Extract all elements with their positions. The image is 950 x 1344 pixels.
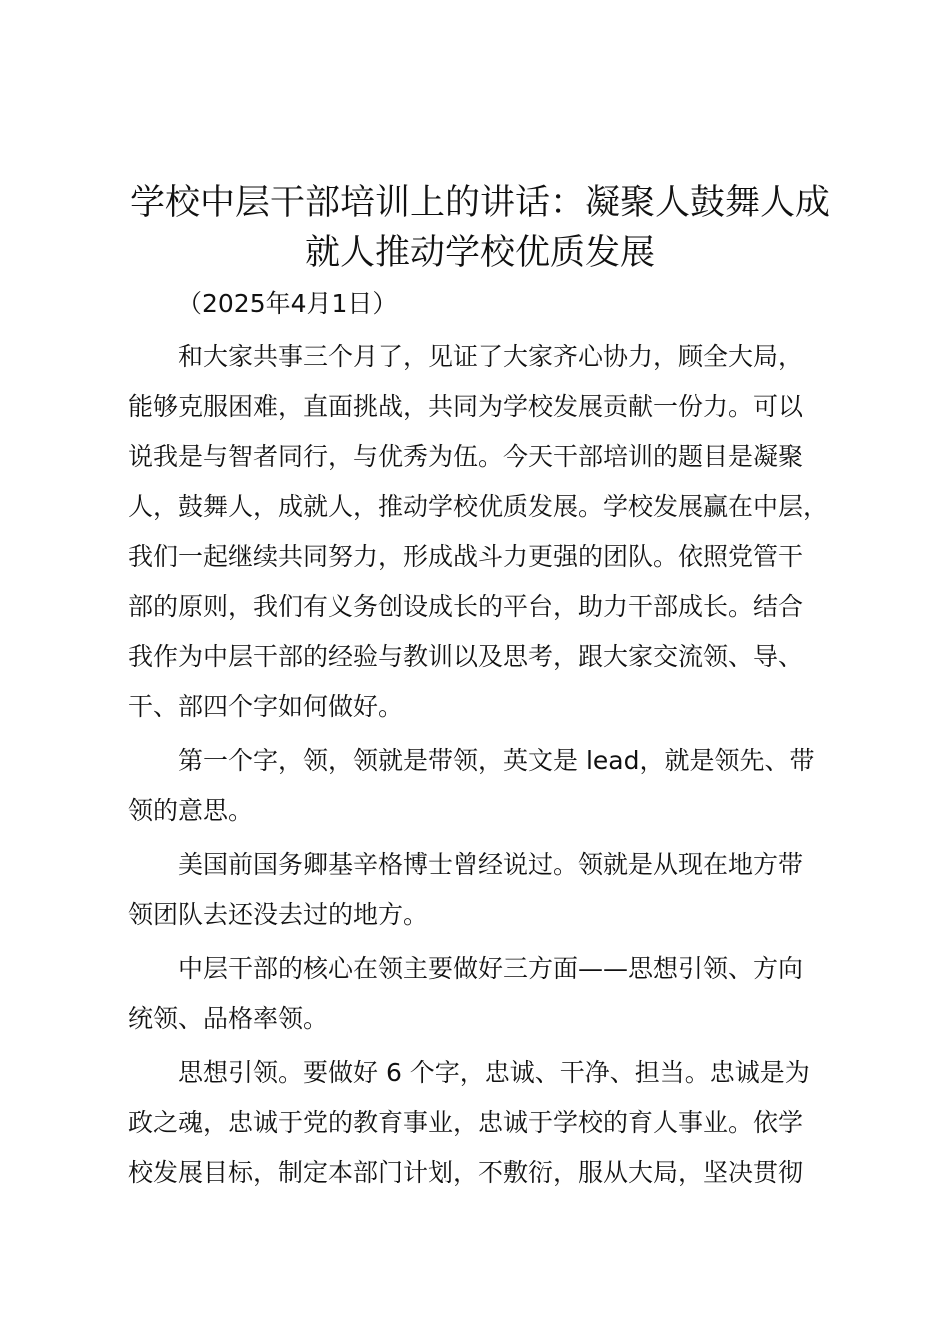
text-line: 中层干部的核心在领主要做好三方面——思想引领、方向 [178,954,804,983]
title-line: 学校中层干部培训上的讲话：凝聚人鼓舞人成 [129,183,830,223]
paragraph [128,736,868,836]
text-line: 政之魂，忠诚于党的教育事业，忠诚于学校的育人事业。依学 [128,1108,804,1137]
text-line: 干、部四个字如何做好。 [128,692,404,721]
paragraph [128,944,868,1044]
text-line: 领的意思。 [128,796,254,825]
document-title [110,178,850,278]
text-line: 思想引领。要做好 6 个字，忠诚、干净、担当。忠诚是为 [178,1058,810,1087]
text-line: 美国前国务卿基辛格博士曾经说过。领就是从现在地方带 [178,850,804,879]
text-line: 能够克服困难，直面挑战，共同为学校发展贡献一份力。可以 [128,392,804,421]
text-line: 校发展目标，制定本部门计划，不敷衍，服从大局，坚决贯彻 [128,1158,804,1187]
title-line: 就人推动学校优质发展 [304,233,655,273]
text-line: 第一个字，领，领就是带领，英文是 lead，就是领先、带 [178,746,815,775]
text-line: 领团队去还没去过的地方。 [128,900,429,929]
paragraph [128,332,868,732]
text-line: 说我是与智者同行，与优秀为伍。今天干部培训的题目是凝聚 [128,442,804,471]
text-line: 我作为中层干部的经验与教训以及思考，跟大家交流领、导、 [128,642,804,671]
text-line: 人，鼓舞人，成就人，推动学校优质发展。学校发展赢在中层， [128,492,829,521]
paragraph [128,1048,868,1198]
text-line: 我们一起继续共同努力，形成战斗力更强的团队。依照党管干 [128,542,804,571]
text-line: 统领、品格率领。 [128,1004,329,1033]
document-body [128,332,868,1202]
paragraph [128,840,868,940]
text-line: 部的原则，我们有义务创设成长的平台，助力干部成长。结合 [128,592,804,621]
text-line: 和大家共事三个月了，见证了大家齐心协力，顾全大局， [178,342,804,371]
speech-date: （2025年4月1日） [177,289,398,318]
